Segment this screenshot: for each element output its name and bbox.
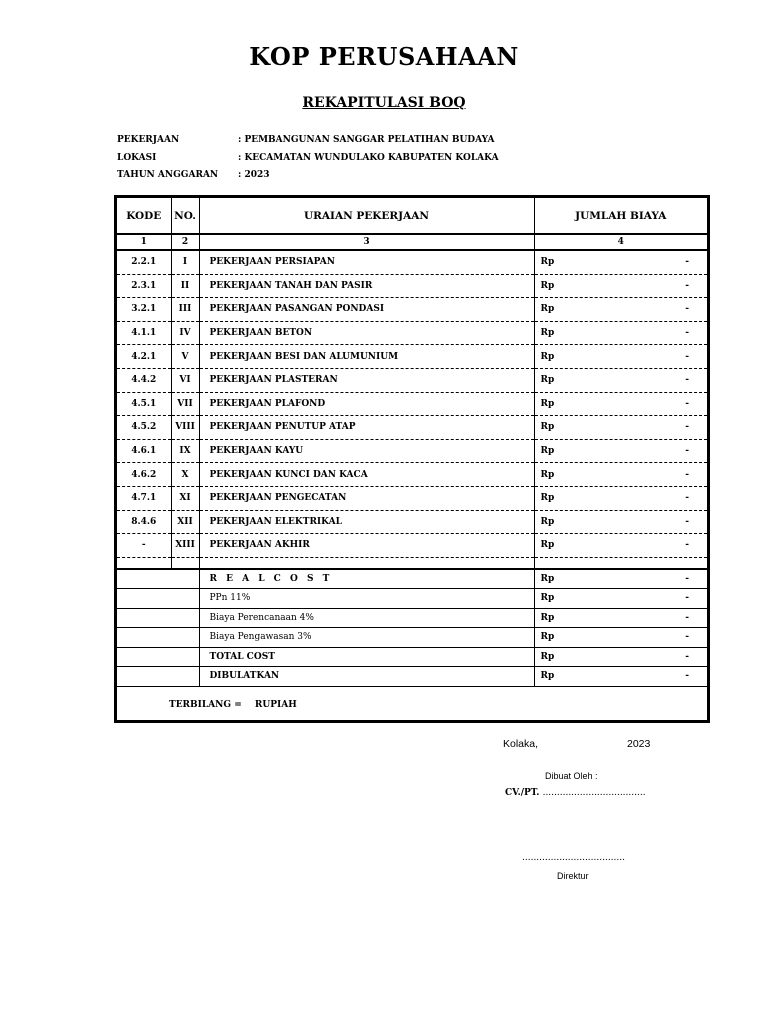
terbilang-value: RUPIAH	[254, 700, 297, 710]
summary-jumlah	[534, 608, 707, 628]
row-jumlah	[534, 250, 707, 274]
row-uraian: PEKERJAAN PERSIAPAN	[199, 250, 534, 274]
summary-row	[117, 569, 707, 589]
amount-value: -	[685, 398, 689, 409]
info-row-tahun	[117, 170, 499, 188]
header-jumlah: JUMLAH BIAYA	[534, 198, 707, 234]
summary-row	[117, 628, 707, 648]
row-jumlah	[534, 345, 707, 369]
row-kode: 2.2.1	[117, 250, 171, 274]
signature-place-date	[503, 738, 651, 750]
info-row-lokasi	[117, 153, 499, 171]
col-number: 3	[199, 234, 534, 250]
currency-label: Rp	[540, 469, 555, 480]
info-value: : PEMBANGUNAN SANGGAR PELATIHAN BUDAYA	[238, 135, 495, 145]
row-uraian: PEKERJAAN TANAH DAN PASIR	[199, 274, 534, 298]
amount-value: -	[685, 632, 689, 643]
row-kode: 3.2.1	[117, 298, 171, 322]
table-row	[117, 463, 707, 487]
header-no: NO.	[171, 198, 199, 234]
row-jumlah	[534, 298, 707, 322]
summary-blank	[117, 589, 199, 609]
row-no: X	[171, 463, 199, 487]
row-no: II	[171, 274, 199, 298]
info-label: PEKERJAAN	[117, 135, 180, 145]
company-line	[505, 788, 646, 798]
table-row	[117, 416, 707, 440]
info-label: LOKASI	[117, 152, 157, 163]
row-no: IX	[171, 439, 199, 463]
row-no: I	[171, 250, 199, 274]
row-no: VIII	[171, 416, 199, 440]
row-kode: 4.1.1	[117, 321, 171, 345]
amount-value: -	[685, 651, 689, 662]
row-uraian: PEKERJAAN PLAFOND	[199, 392, 534, 416]
amount-value: -	[685, 493, 689, 504]
table-row	[117, 392, 707, 416]
row-no: XI	[171, 486, 199, 510]
terbilang-label: TERBILANG =	[169, 700, 242, 710]
table-row	[117, 298, 707, 322]
currency-label: Rp	[540, 328, 555, 339]
row-no: XII	[171, 510, 199, 534]
row-jumlah	[534, 321, 707, 345]
header-uraian: URAIAN PEKERJAAN	[199, 198, 534, 234]
table-row	[117, 439, 707, 463]
info-label: TAHUN ANGGARAN	[117, 170, 219, 180]
row-kode: 4.7.1	[117, 486, 171, 510]
row-jumlah	[534, 534, 707, 558]
row-no: VII	[171, 392, 199, 416]
row-jumlah	[534, 368, 707, 392]
summary-jumlah	[534, 647, 707, 667]
summary-label: Biaya Pengawasan 3%	[199, 628, 534, 648]
boq-table	[117, 198, 707, 687]
currency-label: Rp	[540, 398, 555, 409]
row-no: III	[171, 298, 199, 322]
amount-value: -	[685, 469, 689, 480]
amount-value: -	[685, 257, 689, 268]
amount-value: -	[685, 612, 689, 623]
row-kode: 8.4.6	[117, 510, 171, 534]
row-kode: 4.2.1	[117, 345, 171, 369]
place-name: Kolaka,	[503, 738, 539, 750]
row-uraian: PEKERJAAN KAYU	[199, 439, 534, 463]
row-no: XIII	[171, 534, 199, 558]
summary-rows	[117, 569, 707, 687]
summary-label: Biaya Perencanaan 4%	[199, 608, 534, 628]
summary-jumlah	[534, 589, 707, 609]
currency-label: Rp	[540, 540, 555, 551]
row-uraian: PEKERJAAN BESI DAN ALUMUNIUM	[199, 345, 534, 369]
page-title: KOP PERUSAHAAN	[249, 42, 519, 71]
row-jumlah	[534, 392, 707, 416]
row-kode: 2.3.1	[117, 274, 171, 298]
summary-blank	[117, 569, 199, 589]
amount-value: -	[685, 446, 689, 457]
col-number: 1	[117, 234, 171, 250]
row-no: VI	[171, 368, 199, 392]
currency-label: Rp	[540, 351, 555, 362]
col-number: 2	[171, 234, 199, 250]
currency-label: Rp	[540, 632, 555, 643]
amount-value: -	[685, 593, 689, 604]
company-dots: ....................................	[542, 788, 646, 798]
summary-row	[117, 589, 707, 609]
signature-line: ....................................	[522, 853, 625, 863]
row-uraian: PEKERJAAN AKHIR	[199, 534, 534, 558]
summary-blank	[117, 667, 199, 687]
info-value: : 2023	[238, 170, 270, 180]
row-kode: 4.6.2	[117, 463, 171, 487]
column-number-row	[117, 234, 707, 250]
currency-label: Rp	[540, 651, 555, 662]
signer-position: Direktur	[557, 871, 589, 881]
row-uraian: PEKERJAAN PLASTERAN	[199, 368, 534, 392]
table-row	[117, 486, 707, 510]
row-uraian: PEKERJAAN ELEKTRIKAL	[199, 510, 534, 534]
currency-label: Rp	[540, 516, 555, 527]
currency-label: Rp	[540, 446, 555, 457]
row-uraian: PEKERJAAN BETON	[199, 321, 534, 345]
row-uraian: PEKERJAAN PENGECATAN	[199, 486, 534, 510]
project-info	[117, 135, 499, 188]
row-kode: 4.4.2	[117, 368, 171, 392]
document-subtitle: REKAPITULASI BOQ	[302, 95, 466, 111]
row-kode: 4.5.1	[117, 392, 171, 416]
summary-label: DIBULATKAN	[199, 667, 534, 687]
row-jumlah	[534, 510, 707, 534]
table-row	[117, 274, 707, 298]
summary-jumlah	[534, 569, 707, 589]
summary-blank	[117, 647, 199, 667]
summary-blank	[117, 628, 199, 648]
row-jumlah	[534, 274, 707, 298]
summary-jumlah	[534, 667, 707, 687]
row-uraian: PEKERJAAN PASANGAN PONDASI	[199, 298, 534, 322]
table-row	[117, 368, 707, 392]
currency-label: Rp	[540, 422, 555, 433]
row-uraian: PEKERJAAN KUNCI DAN KACA	[199, 463, 534, 487]
summary-row	[117, 647, 707, 667]
currency-label: Rp	[540, 257, 555, 268]
summary-jumlah	[534, 628, 707, 648]
row-kode: -	[117, 534, 171, 558]
currency-label: Rp	[540, 671, 555, 682]
amount-value: -	[685, 540, 689, 551]
amount-value: -	[685, 280, 689, 291]
table-row	[117, 534, 707, 558]
row-kode: 4.6.1	[117, 439, 171, 463]
row-jumlah	[534, 416, 707, 440]
col-number: 4	[534, 234, 707, 250]
amount-value: -	[685, 422, 689, 433]
info-row-pekerjaan	[117, 135, 499, 153]
made-by-label: Dibuat Oleh :	[545, 771, 598, 781]
currency-label: Rp	[540, 375, 555, 386]
amount-value: -	[685, 328, 689, 339]
row-jumlah	[534, 463, 707, 487]
table-row	[117, 345, 707, 369]
boq-table-frame	[114, 195, 710, 723]
row-no: V	[171, 345, 199, 369]
currency-label: Rp	[540, 304, 555, 315]
terbilang	[169, 700, 297, 710]
currency-label: Rp	[540, 573, 555, 584]
amount-value: -	[685, 516, 689, 527]
summary-label: R E A L C O S T	[199, 569, 534, 589]
summary-label: TOTAL COST	[199, 647, 534, 667]
row-kode: 4.5.2	[117, 416, 171, 440]
row-jumlah	[534, 439, 707, 463]
summary-blank	[117, 608, 199, 628]
amount-value: -	[685, 375, 689, 386]
spacer-row	[117, 557, 707, 569]
currency-label: Rp	[540, 612, 555, 623]
amount-value: -	[685, 671, 689, 682]
info-value: : KECAMATAN WUNDULAKO KABUPATEN KOLAKA	[238, 152, 499, 163]
signature-year: 2023	[627, 738, 651, 750]
summary-row	[117, 667, 707, 687]
header-kode: KODE	[117, 198, 171, 234]
company-prefix: CV./PT.	[505, 788, 540, 798]
amount-value: -	[685, 351, 689, 362]
table-row	[117, 510, 707, 534]
item-rows	[117, 250, 707, 557]
currency-label: Rp	[540, 280, 555, 291]
amount-value: -	[685, 304, 689, 315]
row-jumlah	[534, 486, 707, 510]
table-row	[117, 250, 707, 274]
currency-label: Rp	[540, 493, 555, 504]
table-header-row	[117, 198, 707, 234]
summary-row	[117, 608, 707, 628]
row-no: IV	[171, 321, 199, 345]
summary-label: PPn 11%	[199, 589, 534, 609]
currency-label: Rp	[540, 593, 555, 604]
amount-value: -	[685, 573, 689, 584]
table-row	[117, 321, 707, 345]
row-uraian: PEKERJAAN PENUTUP ATAP	[199, 416, 534, 440]
